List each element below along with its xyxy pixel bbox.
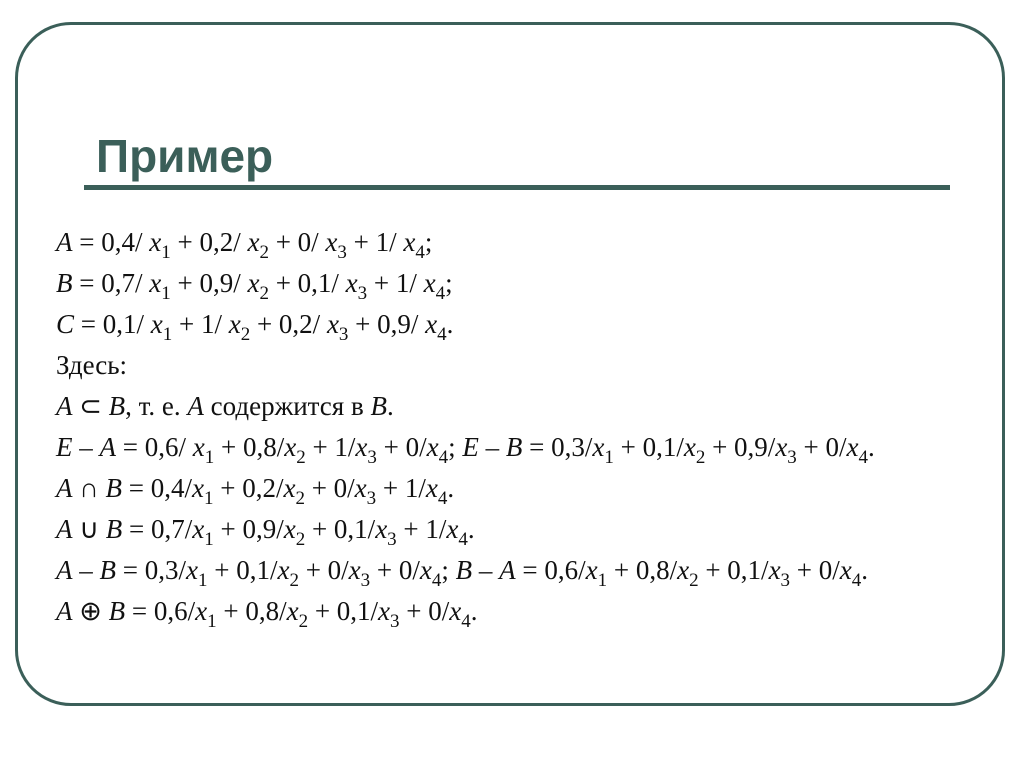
math-variable: x [150,309,163,339]
math-variable: x [247,227,260,257]
math-text: – [72,432,100,462]
math-variable: x [185,555,198,585]
math-variable: A [499,555,516,585]
math-variable: B [105,473,122,503]
math-text: . [868,432,875,462]
math-variable: A [56,596,73,626]
math-variable: B [99,555,116,585]
subscript: 3 [787,447,797,468]
math-variable: x [149,268,162,298]
subscript: 3 [338,324,349,345]
math-variable: x [378,596,391,626]
math-text: ; [448,432,463,462]
math-text: = 0,3/ [522,432,593,462]
math-text: + 0,1/ [305,514,376,544]
math-variable: x [326,309,339,339]
math-text: – [472,555,500,585]
subscript: 4 [858,447,869,468]
math-text: = 0,3/ [116,555,186,585]
math-text: + 1/ [346,227,404,257]
math-text: + 0,1/ [268,268,346,298]
formula-line-set-b [56,263,1000,304]
math-variable: x [325,227,338,257]
subscript: 3 [780,570,791,591]
math-variable: A [99,432,116,462]
subscript: 1 [204,529,214,550]
math-text: . [386,391,394,421]
text-line-here [56,345,1000,386]
math-text: + 0,8/ [216,596,287,626]
math-variable: x [354,473,367,503]
formula-line-union [56,509,1000,550]
math-text: + 0/ [304,473,355,503]
math-variable: A [187,391,204,421]
title-divider [84,185,950,190]
math-variable: x [683,432,696,462]
subscript: 4 [438,447,449,468]
math-text: = 0,4/ [122,473,192,503]
math-variable: x [677,555,690,585]
math-text: ; [441,555,456,585]
math-text: + 0/ [370,555,420,585]
subscript: 3 [360,570,371,591]
math-text: + 0,9/ [705,432,776,462]
math-text: + 0,2/ [250,309,327,339]
math-text: + 1/ [305,432,356,462]
math-variable: B [108,596,126,626]
math-text: = 0,6/ [125,596,196,626]
math-variable: x [247,268,260,298]
subscript: 2 [240,324,251,345]
math-variable: x [192,514,205,544]
math-text: + 0/ [268,227,326,257]
math-variable: x [345,268,358,298]
math-text: – [478,432,506,462]
subscript: 1 [597,570,608,591]
subscript: 2 [289,570,299,591]
subscript: 1 [162,324,173,345]
math-variable: A [56,473,73,503]
math-text: + 0/ [399,596,450,626]
math-variable: B [505,432,523,462]
math-text: . [446,309,454,339]
math-variable: x [277,555,290,585]
subscript: 4 [851,570,862,591]
math-text: + 0/ [796,432,847,462]
math-text: + 1/ [396,514,447,544]
math-text: . [447,473,455,503]
math-variable: B [455,555,473,585]
math-text: + 0,1/ [698,555,769,585]
math-variable: x [348,555,361,585]
formula-line-set-a [56,222,1000,263]
math-text: = 0,7/ [72,268,150,298]
subscript: 2 [259,242,269,263]
subscript: 4 [415,242,425,263]
subscript: 3 [366,488,377,509]
math-variable: x [768,555,781,585]
math-text: = 0,1/ [74,309,151,339]
math-text: , т. е. [125,391,188,421]
math-variable: x [149,227,162,257]
math-text: + 0,2/ [170,227,248,257]
subscript: 4 [435,283,446,304]
math-text: ∩ [72,473,106,503]
math-variable: B [105,514,123,544]
subscript: 3 [367,447,377,468]
math-variable: x [423,268,436,298]
math-variable: x [195,596,208,626]
math-text: . [467,514,475,544]
math-text: = 0,4/ [72,227,150,257]
math-text: + 0,8/ [214,432,285,462]
math-text: ; [424,227,433,257]
math-variable: A [56,555,73,585]
math-variable: x [449,596,462,626]
formula-line-set-c [56,304,1000,345]
subscript: 2 [259,283,269,304]
math-variable: x [426,432,439,462]
math-variable: B [370,391,387,421]
math-variable: x [446,514,459,544]
subscript: 3 [387,529,397,550]
math-text: . [861,555,869,585]
math-text: . [470,596,478,626]
math-variable: B [108,391,126,421]
math-text: + 0/ [376,432,427,462]
formula-line-complements [56,427,1000,468]
math-variable: x [839,555,852,585]
math-text: + 0,9/ [348,309,426,339]
math-text: ⊕ [72,596,109,626]
math-text: + 0,8/ [607,555,678,585]
math-text: + 0,9/ [170,268,248,298]
math-text: ; [445,268,453,298]
math-text: – [72,555,100,585]
text-line-subset [56,386,1000,427]
math-variable: E [462,432,479,462]
math-text: + 0,1/ [613,432,684,462]
math-text: = 0,7/ [122,514,193,544]
math-text: ⊂ [72,391,109,421]
subscript: 4 [458,529,468,550]
math-variable: x [191,473,204,503]
math-variable: x [283,473,296,503]
math-variable: x [283,514,296,544]
math-variable: x [403,227,416,257]
math-text: + 0,1/ [207,555,278,585]
math-variable: x [375,514,388,544]
subscript: 1 [207,611,217,632]
math-variable: x [425,309,438,339]
math-variable: x [419,555,432,585]
formula-line-intersection [56,468,1000,509]
math-variable: x [775,432,788,462]
subscript: 1 [604,447,614,468]
subscript: 4 [431,570,442,591]
math-text: + 0/ [298,555,349,585]
math-variable: x [192,432,205,462]
subscript: 3 [337,242,347,263]
math-variable: E [56,432,73,462]
subscript: 3 [390,611,400,632]
subscript: 2 [298,611,309,632]
subscript: 1 [161,283,171,304]
math-text: = 0,6/ [116,432,193,462]
subscript: 2 [689,570,699,591]
math-text: + 0/ [790,555,840,585]
subscript: 1 [204,447,215,468]
math-text: + 1/ [367,268,424,298]
subscript: 4 [437,324,447,345]
subscript: 2 [295,488,305,509]
math-variable: C [56,309,75,339]
math-text: + 1/ [172,309,229,339]
subscript: 1 [203,488,214,509]
formula-line-symmetric-difference [56,591,1000,632]
math-variable: A [56,391,73,421]
subscript: 2 [296,447,306,468]
subscript: 4 [437,488,448,509]
math-variable: A [56,514,73,544]
math-variable: x [355,432,368,462]
subscript: 3 [357,283,368,304]
math-text: = 0,6/ [515,555,586,585]
math-variable: x [585,555,598,585]
math-variable: x [425,473,438,503]
math-variable: x [846,432,859,462]
subscript: 2 [695,447,706,468]
math-variable: A [56,227,73,257]
math-variable: x [284,432,297,462]
math-variable: x [592,432,605,462]
subscript: 2 [295,529,306,550]
math-text: + 0,1/ [308,596,379,626]
subscript: 1 [161,242,171,263]
math-variable: B [56,268,73,298]
math-variable: x [228,309,241,339]
subscript: 1 [197,570,208,591]
math-text: + 0,9/ [213,514,284,544]
slide-title: Пример [96,130,274,182]
math-text: Здесь: [56,350,128,380]
formula-line-differences [56,550,1000,591]
math-text: содержится в [203,391,371,421]
math-text: + 0,2/ [213,473,284,503]
subscript: 4 [461,611,471,632]
math-variable: x [286,596,299,626]
math-text: + 1/ [376,473,426,503]
math-text: ∪ [72,514,106,544]
formula-block [56,222,1000,632]
